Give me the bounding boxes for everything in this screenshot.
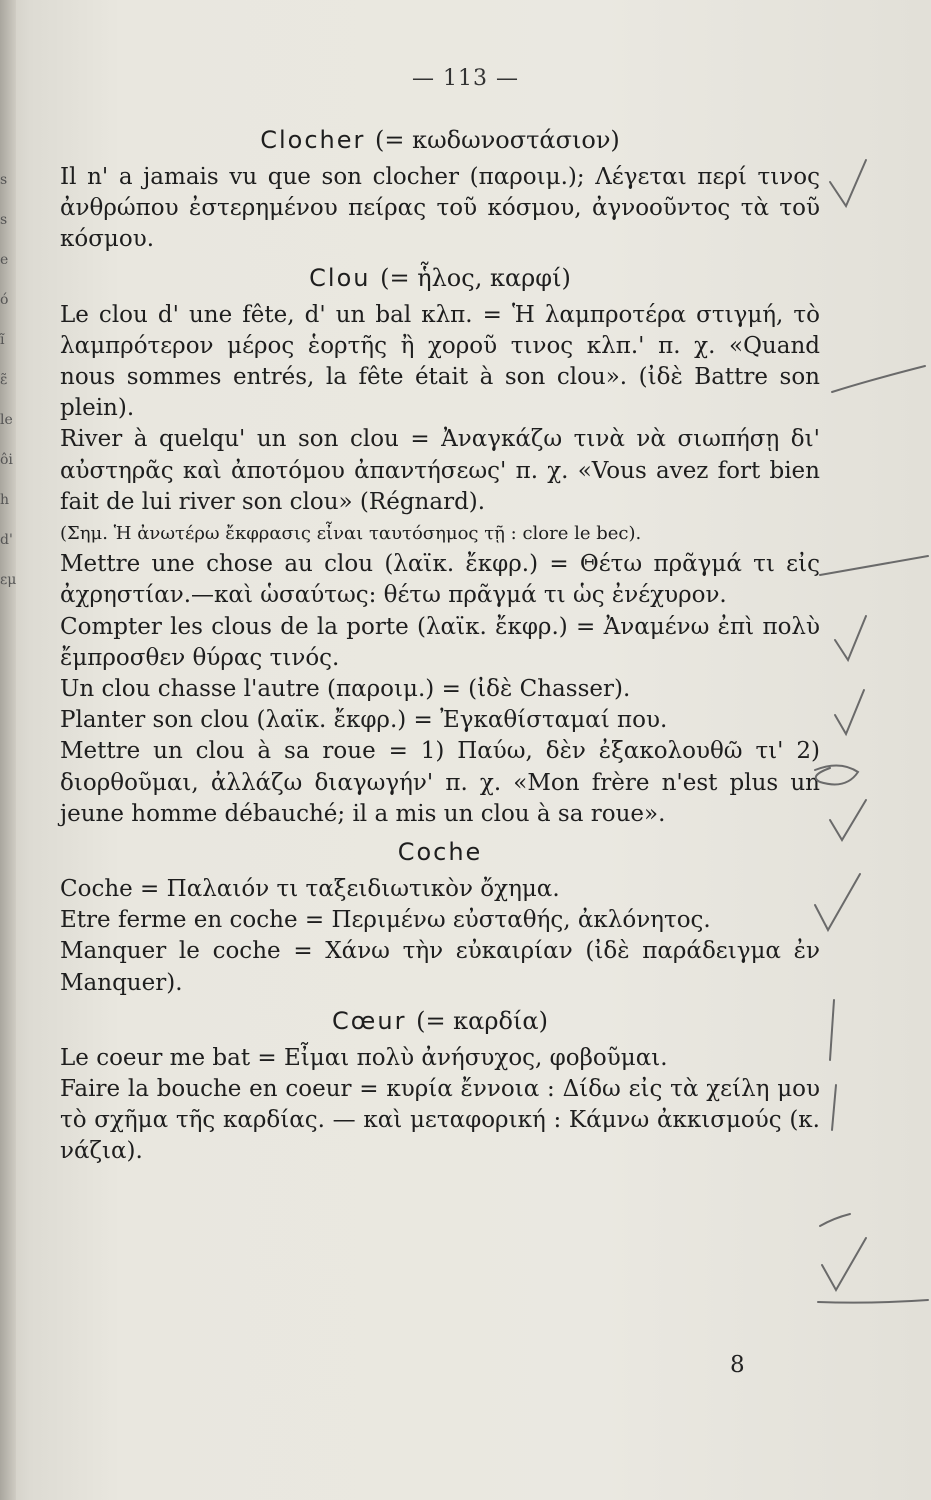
fragment: ĩ (0, 332, 5, 348)
printer-signature-mark: 8 (730, 1352, 745, 1378)
section-heading-coche (60, 834, 820, 870)
checkmark-icon (830, 160, 866, 206)
fragment: s (0, 172, 8, 188)
fragment: εμ (0, 572, 17, 588)
section-heading-clocher (60, 122, 820, 158)
fragment: le (0, 412, 13, 428)
fragment: e (0, 252, 9, 268)
fragment: s (0, 212, 8, 228)
margin-scribble-icon (815, 765, 858, 784)
dictionary-entry: Planter son clou (λαϊκ. ἔκφρ.) = Ἐγκαθίσταμαί που. (60, 707, 668, 734)
checkmark-icon (835, 690, 864, 734)
fragment: ε̃ (0, 372, 8, 388)
dictionary-entry: River à quelqu' un son clou = Ἀναγκάζω τινὰ νὰ σιωπήσῃ δι' αὐστηρᾶς καὶ ἀποτόμου ἀπαντήσεως' π. χ. «Vous avez fort bien fait de lui river son clou» (Régnard). (60, 426, 820, 515)
margin-stroke (832, 1085, 836, 1130)
heading-gr: (= ἧλος, καρφί) (380, 263, 571, 292)
heading-fr: Cœur (332, 1006, 407, 1035)
heading-fr: Coche (397, 838, 483, 867)
checkmark-icon (830, 800, 866, 840)
margin-stroke (832, 366, 925, 392)
heading-gr: (= καρδία) (416, 1006, 548, 1035)
checkmark-icon (822, 1238, 866, 1290)
dictionary-entry: Faire la bouche en coeur = κυρία ἔννοια : Δίδω εἰς τὰ χείλη μου τὸ σχῆμα τῆς καρδίας. — καὶ μεταφορική : Κάμνω ἀκκισμούς (κ. νάζια). (60, 1076, 820, 1165)
fragment: d' (0, 532, 13, 548)
dictionary-entry: Manquer le coche = Χάνω τὴν εὐκαιρίαν (ἰδὲ παράδειγμα ἐν Manquer). (60, 938, 820, 996)
dictionary-entry: Etre ferme en coche = Περιμένω εὐσταθής, ἀκλόνητος. (60, 907, 711, 934)
heading-fr: Clocher (260, 126, 366, 154)
page-number: — 113 — (412, 66, 519, 91)
fragment: ôi (0, 452, 13, 468)
dictionary-entry: Compter les clous de la porte (λαϊκ. ἔκφρ.) = Ἀναμένω ἐπὶ πολὺ ἔμπροσθεν θύρας τινός. (60, 613, 820, 671)
margin-stroke (820, 556, 928, 575)
dictionary-entry: Un clou chasse l'autre (παροιμ.) = (ἰδὲ Chasser). (60, 676, 631, 703)
margin-stroke (820, 1214, 850, 1226)
dictionary-entry: Il n' a jamais vu que son clocher (παροιμ.); Λέγεται περί τινος ἀνθρώπου ἐστερημένου πείρας τοῦ κόσμου, ἀγνοοῦντος τὰ τοῦ κόσμου. (60, 164, 820, 253)
margin-stroke (830, 1000, 834, 1060)
section-heading-clou (60, 260, 820, 296)
facing-page-fragments (0, 160, 22, 600)
dictionary-entry: Le coeur me bat = Εἶμαι πολὺ ἀνήσυχος, φοβοῦμαι. (60, 1044, 668, 1071)
dictionary-note: (Σημ. Ἡ ἀνωτέρω ἔκφρασις εἶναι ταυτόσημος τῇ : clore le bec). (60, 523, 642, 545)
section-heading-coeur (60, 1003, 820, 1039)
checkmark-icon (835, 616, 866, 660)
fragment: ó (0, 292, 9, 308)
heading-fr: Clou (309, 263, 371, 292)
dictionary-entry: Le clou d' une fête, d' un bal κλπ. = Ἡ λαμπροτέρα στιγμή, τὸ λαμπρότερον μέρος ἑορτῆς ἢ χοροῦ τινος κλπ.' π. χ. «Quand nous sommes entrés, la fête était à son clou». (ἰδὲ Battre son plein). (60, 301, 820, 422)
margin-stroke (818, 1300, 928, 1303)
checkmark-icon (815, 874, 860, 930)
heading-gr: (= κωδωνοστάσιον) (375, 126, 620, 154)
dictionary-entry: Mettre une chose au clou (λαϊκ. ἔκφρ.) = Θέτω πρᾶγμά τι εἰς ἀχρηστίαν.—καὶ ὡσαύτως: θέτω πρᾶγμά τι ὡς ἐνέχυρον. (60, 551, 820, 609)
dictionary-entry: Coche = Παλαιόν τι ταξειδιωτικὸν ὄχημα. (60, 876, 560, 903)
fragment: h (0, 492, 10, 508)
page-text (60, 118, 820, 1168)
dictionary-entry: Mettre un clou à sa roue = 1) Παύω, δὲν ἐξακολουθῶ τι' 2) διορθοῦμαι, ἀλλάζω διαγωγήν' π. χ. «Mon frère n'est plus un jeune homme débauché; il a mis un clou à sa roue». (60, 738, 820, 827)
